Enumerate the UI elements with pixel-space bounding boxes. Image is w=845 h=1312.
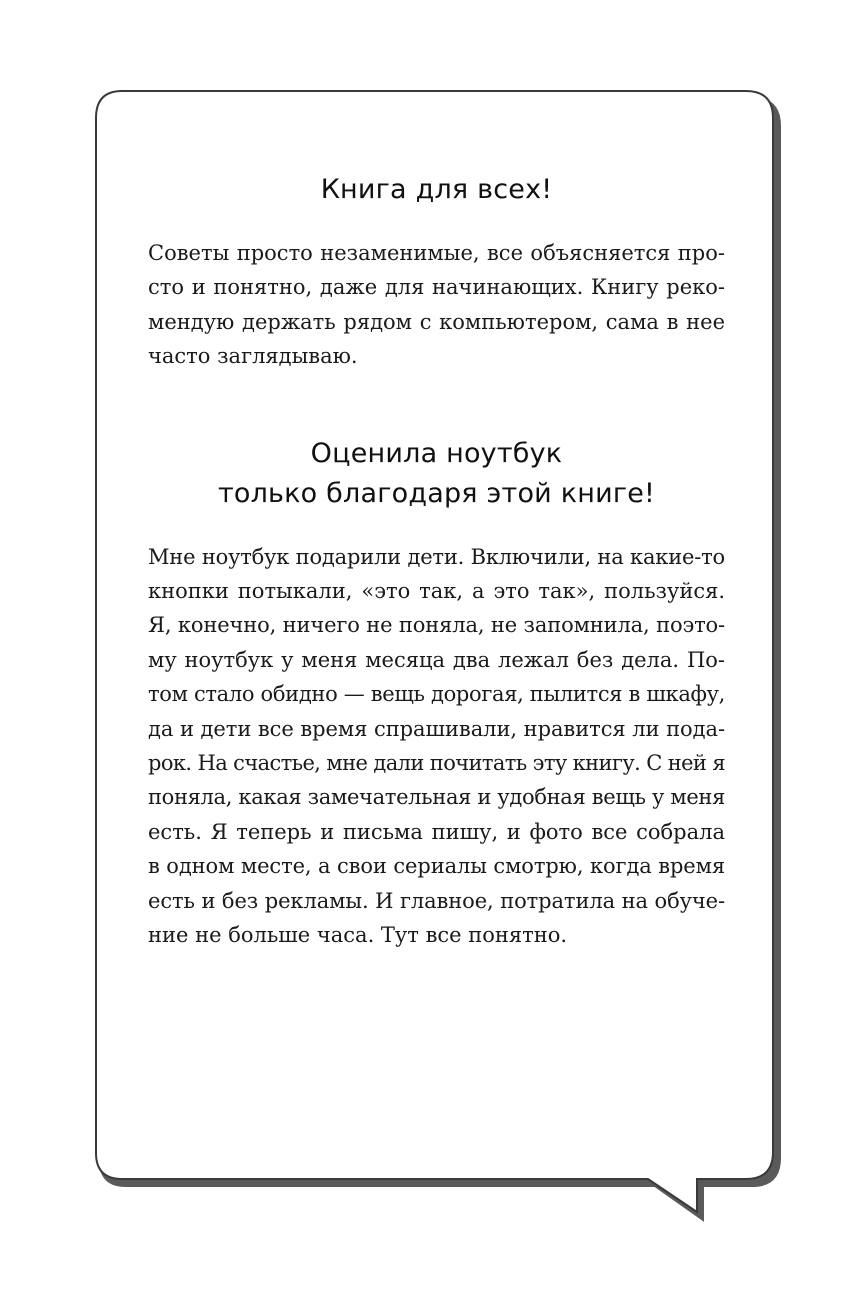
review-2-line: том стало обидно — вещь дорогая, пылится в шкафу,: [148, 682, 726, 707]
review-2-line: рок. На счастье, мне дали почитать эту книгу. С ней я: [148, 751, 725, 776]
review-2-line: Я, конечно, ничего не поняла, не запомнила, поэто-: [148, 613, 726, 638]
review-2-text: [148, 540, 725, 953]
review-2-line: Мне ноутбук подарили дети. Включили, на какие-то: [148, 544, 726, 569]
review-2-title-line: только благодаря этой книге!: [217, 477, 656, 509]
review-2-line: в одном месте, а свои сериалы смотрю, когда время: [148, 854, 725, 879]
review-1-title: Книга для всех!: [320, 174, 553, 205]
review-2-line: кнопки потыкали, «это так, а это так», пользуйся.: [148, 579, 726, 604]
review-2-title-line: Оценила ноутбук: [310, 437, 563, 469]
reviews-container: [148, 170, 725, 953]
review-1-line: Советы просто незаменимые, все объясняется про-: [148, 241, 725, 265]
review-1-line: сто и понятно, даже для начинающих. Книгу реко-: [148, 275, 725, 300]
review-2-line: му ноутбук у меня месяца два лежал без дела. По-: [148, 647, 725, 672]
review-2-line: есть. Я теперь и письма пишу, и фото все собрала: [148, 819, 725, 844]
review-2-line: да и дети все время спрашивали, нравится ли пода-: [148, 716, 725, 741]
review-2-title: [148, 434, 725, 514]
review-2-line: ние не больше часа. Тут все понятно.: [148, 923, 568, 948]
review-1-line: мендую держать рядом с компьютером, сама в нее: [148, 309, 725, 334]
review-1-text: [148, 236, 725, 374]
review-1-line: часто заглядываю.: [148, 344, 358, 369]
review-2-line: поняла, какая замечательная и удобная вещь у меня: [148, 785, 725, 810]
review-2-line: есть и без рекламы. И главное, потратила на обуче-: [148, 888, 725, 913]
